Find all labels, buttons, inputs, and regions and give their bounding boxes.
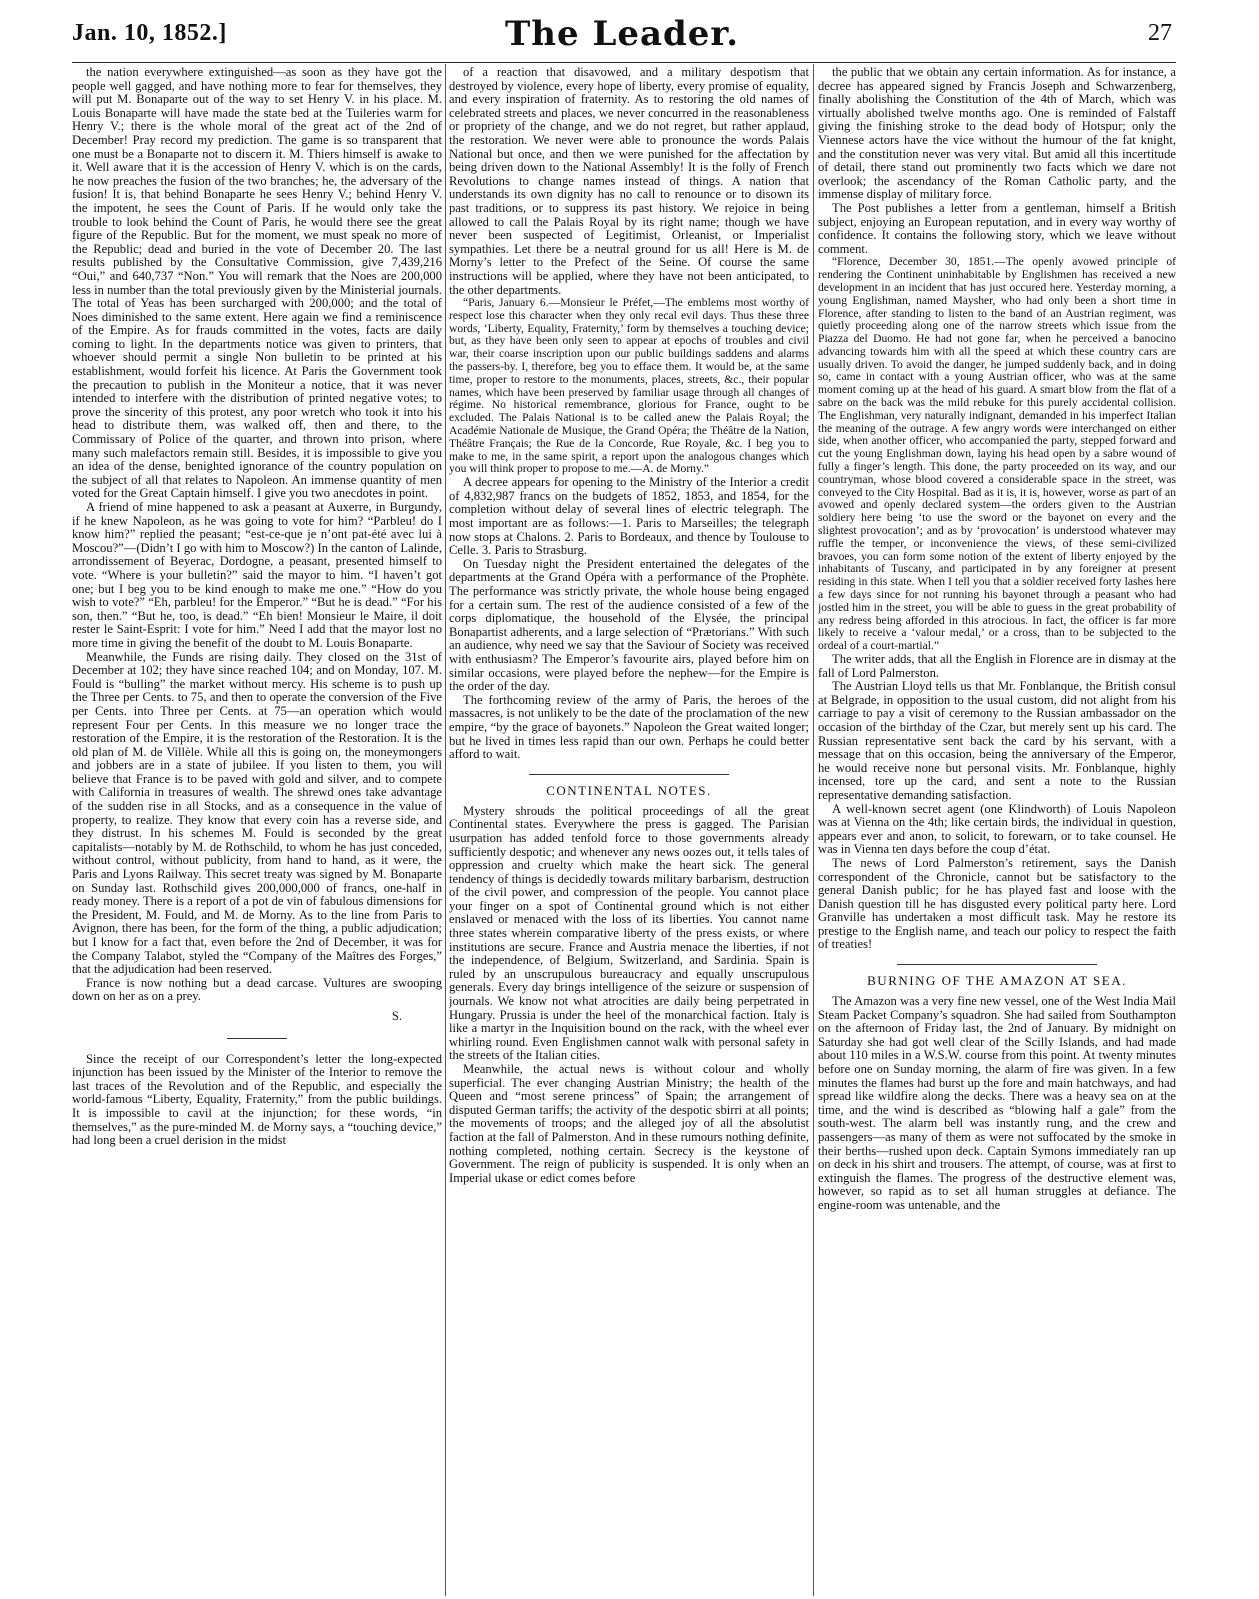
header-rule bbox=[72, 62, 1176, 63]
divider bbox=[227, 1038, 287, 1039]
masthead-title: The Leader. bbox=[504, 14, 740, 54]
paragraph: the public that we obtain any certain information. As for instance, a decree has appeared signed by Francis Joseph and Schwarzenberg, finally abolishing the Constitution of the 4th of March, which was virtually abolished twelve months ago. One is reminded of Falstaff giving the finishing stroke to the dead body of Hotspur; only the Viennese actors have the vice without the humour of the fat knight, and the constitution never was very vital. But amid all this incertitude of detail, there stand out prominently two facts which we dare not overlook; the ascendancy of the Roman Catholic party, and the immense display of military force. bbox=[818, 66, 1176, 202]
paragraph: The Amazon was a very fine new vessel, one of the West India Mail Steam Packet Company’s squadron. She had sailed from Southampton on the afternoon of Friday last, the 2nd of January. By midnight on Saturday she had got well clear of the Scilly Islands, and had made about 110 miles in a W.S.W. course from this point. At twenty minutes before one on Sunday morning, the alarm of fire was given. In a few minutes the flames had burst up the fore and main hatchways, and had spread like wildfire along the decks. There was a heavy sea on at the time, and the wind is described as “blowing half a gale” from the south-west. The alarm bell was instantly rung, and the crew and passengers—as many of them as were not suffocated by the smoke in their berths—rushed upon deck. Captain Symons immediately ran up on deck in his shirt and trousers. The attempt, of course, was at first to extinguish the flames. The progress of the destructive element was, however, so rapid as to set all human struggles at defiance. The engine-room was untenable, and the bbox=[818, 994, 1176, 1212]
section-heading: CONTINENTAL NOTES. bbox=[546, 782, 712, 798]
section-rule bbox=[897, 964, 1097, 965]
column-3 bbox=[818, 66, 1176, 1596]
paragraph: Mystery shrouds the political proceedings of all the great Continental states. Everywhere the press is gagged. The Parisian usurpation has added tenfold force to those governments already sufficiently despotic; and whenever any news oozes out, it tells tales of oppression and cruelty which make the heart sick. The general tendency of things is decidedly towards military barbarism, destruction of the civil power, and compression of the people. You cannot place your finger on a spot of Continental ground which is not either enslaved or menaced with the loss of its liberties. You cannot name three states wherein comparative liberty of the press exists, or where institutions are secure. France and Austria menace the liberties, if not the independence, of Belgium, Switzerland, and Sardinia. Spain is ruled by an unscrupulous bureaucracy and equally unscrupulous generals. Every day brings intelligence of the seizure or suspension of journals. We know not what atrocities are daily being perpetrated in Hungary. Prussia is under the heel of the monarchical faction. Italy is like a martyr in the Inquisition bound on the rack, with the wheel ever whirling round. Even Englishmen cannot walk with personal safety in the streets of the Italian cities. bbox=[449, 803, 809, 1063]
paragraph: The Post publishes a letter from a gentleman, himself a British subject, enjoying an European reputation, and in every way worthy of confidence. It contains the following story, which we leave without comment. bbox=[818, 200, 1176, 256]
column-1 bbox=[72, 66, 442, 1596]
paragraph: A well-known secret agent (one Klindworth) of Louis Napoleon was at Vienna on the 4th; like certain birds, the individual in question, appears ever and anon, to solicit, to forewarn, or to take counsel. He was in Vienna ten days before the coup d’état. bbox=[818, 801, 1176, 857]
column-2 bbox=[449, 66, 809, 1596]
paragraph: the nation everywhere extinguished—as soon as they have got the people well gagged, and have nothing more to fear for themselves, they will put M. Bonaparte out of the way to set Henry V. in his place. M. Louis Bonaparte will have made the state bed at the Tuileries warm for Henry V.; there is the whole moral of the great act of the 2nd of December! Pray record my prediction. The game is so transparent that one must be a Bonaparte not to discern it. M. Thiers himself is awake to it. Well aware that it is the accession of Henry V. which is on the cards, he now preaches the fusion of the two branches; he, the adversary of the fusion! It is, that behind Bonaparte he sees Henry V.; behind Henry V. the impotent, he sees the Count of Paris. If he would only take the trouble to look behind the Count of Paris, he would there see the great figure of the Republic. But for the moment, we must speak no more of the Republic; dead and buried in the vote of December 20. The last results published by the Consultative Commission, give 7,439,216 “Oui,” and 640,737 “Non.” You will remark that the Noes are 200,000 less in number than the total previously given by the Ministerial journals. The total of Yeas has been surcharged with 200,000; and the total of Noes diminished to the same extent. Here again we find a reminiscence of the Empire. As for frauds committed in the votes, facts are daily coming to light. In the departments notice was given to printers, that whoever should permit a single Non bulletin to be printed at his establishment, would forfeit his licence. At Paris the Government took the precaution to publish in the Moniteur a notice, that it was never intended to interfere with the distribution of printed negative votes; to prove the sincerity of this protest, any poor wretch who took it into his head to distribute them, was walked off, then and there, to the Commissary of Police of the quarter, and thrown into prison, where many such malefactors remain still. Besides, it is impossible to give you an idea of the dense, benighted ignorance of the country population on the subject of all that relates to Napoleon. An immense quantity of men voted for the Great Captain himself. I give you two anecdotes in point. bbox=[72, 66, 442, 501]
paragraph: Meanwhile, the Funds are rising daily. They closed on the 31st of December at 102; they have since reached 104; and on Monday, 107. M. Fould is “bulling” the market without mercy. His scheme is to push up the Three per Cents. to 75, and then to operate the conversion of the Five per Cents. into Three per Cents. at 75—an operation which would represent Four per Cents. In this measure we no longer trace the restoration of the Empire, it is the restoration of the Restoration. It is the old plan of M. de Villèle. While all this is going on, the moneymongers and jobbers are in a state of jubilee. If you listen to them, you will believe that France is to be paved with gold and silver, and to compete with California in treasures of wealth. The shrewd ones take advantage of the sudden rise in all Stocks, and as a consequence in the value of property, to realize. They know that every coin has a reverse side, and they distrust. In his schemes M. Fould is seconded by the great capitalists—notably by M. de Rothschild, to whom he has just conceded, without control, without publicity, from hand to hand, as it were, the Paris and Lyons Railway. This secret treaty was signed by M. Bonaparte on Sunday last. Rothschild gives 200,000,000 of francs, one-half in ready money. There is a report of a pot de vin of fabulous dimensions for the President, M. Fould, and M. de Morny. As to the line from Paris to Avignon, there has been, for the form of the thing, a public adjudication; but I know for a fact that, even before the 2nd of December, it was for the Company Talabot, styled the “Company of the Maîtres des Forges,” that the adjudication had been reserved. bbox=[72, 649, 442, 977]
issue-date: Jan. 10, 1852.] bbox=[72, 20, 227, 46]
paragraph: Meanwhile, the actual news is without colour and wholly superficial. The ever changing Austrian Ministry; the health of the Queen and “most serene princess” of Spain; the arrangement of disputed German tariffs; the activity of the despotic sbirri at all points; the movements of troops; and the alleged joy of all the absolutist faction at the fall of Palmerston. And in these rumours nothing definite, nothing completed, nothing certain. Secrecy is the keystone of Government. The reign of publicity is suspended. It is only when an Imperial ukase or edict comes before bbox=[449, 1062, 809, 1185]
correspondent-signature: S. bbox=[391, 1008, 402, 1023]
section-heading: BURNING OF THE AMAZON AT SEA. bbox=[867, 973, 1127, 989]
page-number: 27 bbox=[1148, 20, 1172, 46]
paragraph: Since the receipt of our Correspondent’s letter the long-expected injunction has been issued by the Minister of the Interior to remove the last traces of the Revolution and of the Republic, and especially the world-famous “Liberty, Equality, Fraternity,” from the public buildings. It is impossible to cavil at the injunction; for these words, “in themselves,” as the pure-minded M. de Morny says, a “touching device,” had long been a cruel derision in the midst bbox=[72, 1051, 442, 1148]
paragraph: The Austrian Lloyd tells us that Mr. Fonblanque, the British consul at Belgrade, in opposition to the usual custom, did not alight from his carriage to pay a visit of ceremony to the Russian ambassador on the occasion of the birthday of the Czar, but merely sent up his card. The Russian representative sent back the card by his servant, with a message that on this occasion, being the anniversary of the Emperor, he would receive none but personal visits. Mr. Fonblanque, highly incensed, tore up the card, and sent a note to the Russian representative demanding satisfaction. bbox=[818, 679, 1176, 802]
paragraph: A friend of mine happened to ask a peasant at Auxerre, in Burgundy, if he knew Napoleon, as he was going to vote for him? “Parbleu! do I know him?” replied the peasant; “est-ce-que je n’ont pat-été avec lui à Moscou?”—(Didn’t I go with him to Moscow?) In the canton of Lalinde, arrondissement of Beyerac, Dordogne, a peasant, presented himself to vote. “Where is your bulletin?” said the mayor to him. “I haven’t got one; but I beg you to be kind enough to make me one.” “How do you wish to vote?” “Eh, parbleu! for the Emperor.” “But he is dead.” “For his son, then.” “But he, too, is dead.” “Eh bien! Monsieur le Maire, il doit rester le Saint-Esprit: I vote for him.” Need I add that the mayor lost no more time in giving the benefit of the doubt to M. Louis Bonaparte. bbox=[72, 500, 442, 650]
section-rule bbox=[529, 774, 729, 775]
paragraph: The writer adds, that all the English in Florence are in dismay at the fall of Lord Palmerston. bbox=[818, 652, 1176, 680]
paragraph: The forthcoming review of the army of Paris, the heroes of the massacres, is not unlikely to be the date of the proclamation of the new empire, “by the grace of bayonets.” Napoleon the Great waited longer; but he lived in times less rapid than our own. Perhaps he could better afford to wait. bbox=[449, 692, 809, 762]
paragraph: France is now nothing but a dead carcase. Vultures are swooping down on her as on a prey. bbox=[72, 975, 442, 1004]
quoted-letter: “Paris, January 6.—Monsieur le Préfet,—The emblems most worthy of respect lose this character when they only recal evil days. Thus these three words, ‘Liberty, Equality, Fraternity,’ form by themselves a touching device; but, as they have been only seen to appear at epochs of troubles and civil war, their coarse inscription upon our public buildings saddens and alarms the passers-by. I, therefore, beg you to efface them. It would be, at the same time, proper to restore to the monuments, places, streets, &c., their popular names, which have been preserved by familiar usage through all changes of régime. No historical remembrance, glorious for France, ought to be excluded. The Palais National is to be called anew the Palais Royal; the Académie Nationale de Musique, the Grand Opéra; the Théâtre de la Nation, Théâtre Français; the Rue de la Concorde, Rue Royale, &c. I beg you to make to me, in the same spirit, a report upon the analogous changes which you will think proper to propose to me.—A. de Morny.” bbox=[449, 296, 809, 476]
paragraph: The news of Lord Palmerston’s retirement, says the Danish correspondent of the Chronicle, cannot but be satisfactory to the general Danish public; for he has played fast and loose with the Danish question till he has disgusted every political party here. Lord Granville has undertaken a most difficult task. May he restore its prestige to the English name, and teach our policy to respect the faith of treaties! bbox=[818, 855, 1176, 952]
paragraph: A decree appears for opening to the Ministry of the Interior a credit of 4,832,987 francs on the budgets of 1852, 1853, and 1854, for the completion without delay of several lines of electric telegraph. The most important are as follows:—1. Paris to Marseilles; the telegraph now stops at Chalons. 2. Paris to Bordeaux, and thence by Toulouse to Celle. 3. Paris to Strasburg. bbox=[449, 475, 809, 558]
column-divider bbox=[445, 64, 446, 1596]
column-divider bbox=[813, 64, 814, 1596]
paragraph: of a reaction that disavowed, and a military despotism that destroyed by violence, every hope of liberty, every promise of equality, and every inspiration of fraternity. As to restoring the old names of celebrated streets and places, we never concurred in the reasonableness or propriety of the change, and we do not regret, but rather applaud, the restoration. We never were able to pronounce the words Palais National but once, and then we were punished for the affectation by being driven down to the National Assembly! It is the folly of French Revolutions to change names instead of things. A nation that understands its own dignity has no call to renounce or to disown its past traditions, or to suppress its past history. We rejoice in being allowed to call the Palais Royal by its right name; though we have never been suspected of Legitimist, Orleanist, or Imperialist sympathies. Let there be a neutral ground for us all! Here is M. de Morny’s letter to the Prefect of the Seine. Of course the same instructions will be applied, where they have not been anticipated, to the other departments. bbox=[449, 66, 809, 297]
quoted-letter: “Florence, December 30, 1851.—The openly avowed principle of rendering the Continent uninhabitable by Englishmen has received a new development in an incident that has just occured here. Yesterday morning, a young Englishman, named Maysher, who had only been a short time in Florence, after standing to listen to the band of an Austrian regiment, was quietly proceeding along one of the narrow streets which issue from the Piazza del Duomo. He had not gone far, when he perceived a banocino advancing towards him with all the speed at which these country cars are usually driven. To avoid the danger, he jumped suddenly back, and in doing so, came in contact with a young Austrian officer, who was at the same moment coming up at the head of his guard. A smart blow from the flat of a sabre on the back was the mild rebuke for this purely accidental collision. The Englishman, very naturally indignant, demanded in his imperfect Italian the meaning of the outrage. A few angry words were interchanged on either side, when another officer, who accompanied the party, stepped forward and cut the young Englishman down, laying his head open by a sabre wound of fully a finger’s length. This done, the party proceeded on its way, and our countryman, whose blood covered a considerable space in the street, was conveyed to the City Hospital. Bad as it is, it is, however, worse as part of an avowed and openly declared system—the orders given to the Austrian soldiery here being ‘to use the sword or the bayonet on every and the slightest provocation’; and as by ‘provocation’ is understood whatever may ruffle the temper, or inconvenience the views, of these semi-civilized bravoes, you can form some notion of the extent of liberty enjoyed by the inhabitants of Tuscany, and participated in by any foreigner at present residing in this state. When I tell you that a soldier received forty lashes here a few days since for not running his bayonet through a peasant who had jostled him in the street, you will be able to guess in the great probability of any redress being afforded in this atrocious. In fact, the officer is far more likely to receive a ‘valour medal,’ or a cross, than to be subjected to the ordeal of a court-martial.” bbox=[818, 255, 1176, 653]
paragraph: On Tuesday night the President entertained the delegates of the departments at the Grand Opéra with a performance of the Prophète. The performance was strictly private, the whole house being engaged for a certain sum. The rest of the audience consisted of a few of the corps diplomatique, the household of the Elysée, the principal Bonapartist adherents, and a large selection of “Prætorians.” With such an audience, why need we say that the Saviour of Society was received with enthusiasm? The Emperor’s favourite airs, played before him on similar occasions, were played before the nephew—for the Empire is the order of the day. bbox=[449, 556, 809, 694]
page-header bbox=[72, 14, 1172, 54]
